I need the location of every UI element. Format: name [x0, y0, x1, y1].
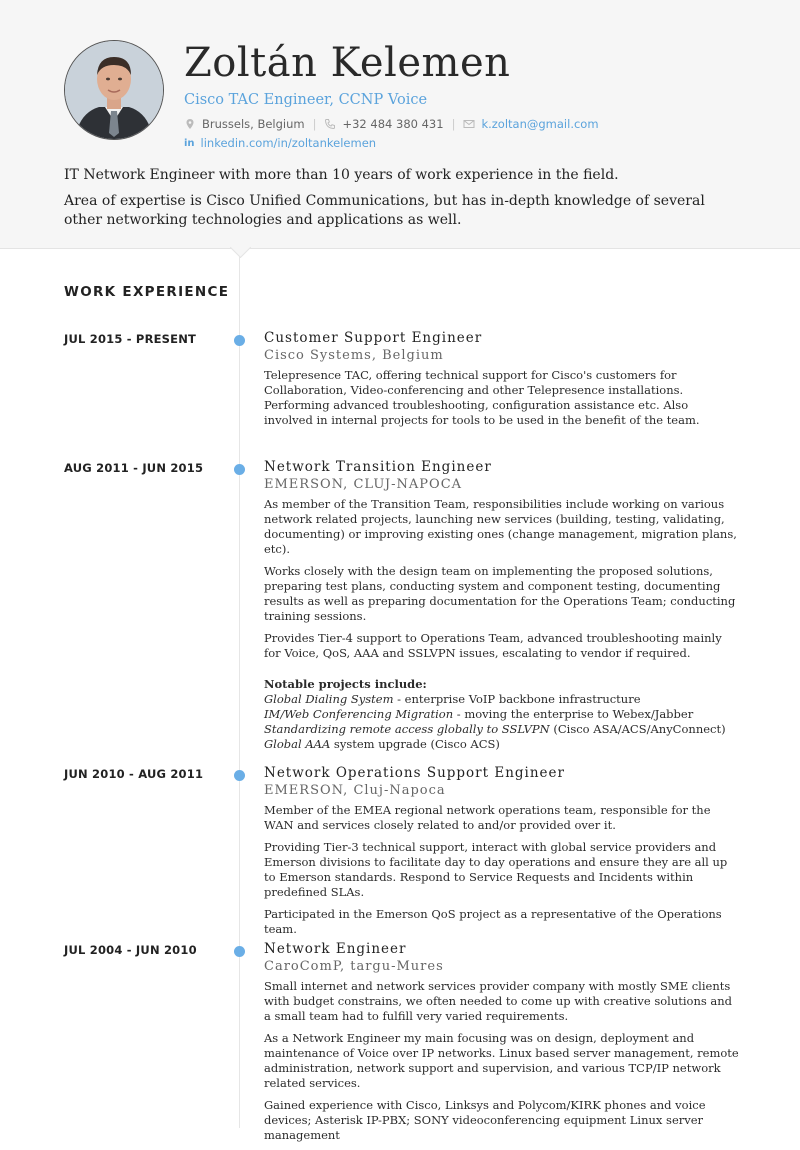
- job-description: Small internet and network services provider company with mostly SME clients with budget constrains, we often needed to come up with creative solutions and a small team had to fulfill very varied requirements.: [264, 979, 733, 1023]
- project-desc: (Cisco ASA/ACS/AnyConnect): [549, 722, 726, 736]
- job-title: Network Engineer: [264, 941, 407, 957]
- timeline-dot: [234, 946, 245, 957]
- job-description: Participated in the Emerson QoS project as a representative of the Operations team.: [264, 907, 722, 936]
- timeline-dot: [234, 464, 245, 475]
- job-description: As a Network Engineer my main focusing was on design, deployment and maintenance of Voice over IP networks. Linux based server management, remote administration, network support and supervision, and various TCP/IP network related services.: [264, 1031, 739, 1090]
- divider: |: [451, 117, 456, 131]
- profile-summary: [64, 166, 744, 237]
- email-link[interactable]: k.zoltan@gmail.com: [481, 117, 599, 131]
- phone-icon: [324, 118, 336, 130]
- job-title: Network Transition Engineer: [264, 459, 492, 475]
- project-desc: system upgrade (Cisco ACS): [330, 737, 500, 751]
- profile-photo: [65, 41, 163, 139]
- project-item: [264, 722, 740, 737]
- summary-paragraph: IT Network Engineer with more than 10 years of work experience in the field.: [64, 167, 619, 183]
- job-content: [264, 459, 740, 752]
- job-description: Providing Tier-3 technical support, interact with global service providers and Emerson divisions to facilitate day to day operations and ensure they are all up to Emerson standards. Respond to Service Requests and Incidents within predefined SLAs.: [264, 840, 728, 899]
- job-company: EMERSON, Cluj-Napoca: [264, 783, 446, 798]
- divider: |: [312, 117, 317, 131]
- job-description: Works closely with the design team on implementing the proposed solutions, preparing test plans, conducting system and component testing, documenting results as well as preparing documentation for the Operations Team; conducting training sessions.: [264, 564, 736, 623]
- project-item: [264, 692, 740, 707]
- summary-paragraph: Area of expertise is Cisco Unified Communications, but has in-depth knowledge of several other networking technologies and applications as well.: [64, 193, 705, 228]
- header-band: [0, 0, 800, 249]
- linkedin-icon: in: [184, 137, 195, 149]
- person-name: Zoltán Kelemen: [184, 40, 511, 86]
- job-description: As member of the Transition Team, responsibilities include working on various network related projects, launching new services (building, testing, validating, documenting) or improving existing ones (change management, migration plans, etc).: [264, 497, 737, 556]
- job-date: AUG 2011 - JUN 2015: [64, 461, 204, 475]
- location-text: Brussels, Belgium: [202, 117, 305, 131]
- project-name: IM/Web Conferencing Migration: [264, 707, 454, 721]
- job-description: Provides Tier-4 support to Operations Team, advanced troubleshooting mainly for Voice, QoS, AAA and SSLVPN issues, escalating to vendor if required.: [264, 631, 722, 660]
- mail-icon: [463, 118, 475, 130]
- job-company: CaroComP, targu-Mures: [264, 959, 444, 974]
- phone-text: +32 484 380 431: [342, 117, 444, 131]
- job-title: Network Operations Support Engineer: [264, 765, 565, 781]
- job-content: [264, 765, 740, 944]
- job-content: [264, 941, 740, 1150]
- linkedin-row: [184, 136, 376, 150]
- timeline-dot: [234, 770, 245, 781]
- job-description: Telepresence TAC, offering technical support for Cisco's customers for Collaboration, Video-conferencing and other Telepresence installations. Performing advanced troubleshooting, configuration assistance etc. Also involved in internal projects for tools to be used in the benefit of the team.: [264, 368, 700, 427]
- avatar: [64, 40, 164, 140]
- job-company: EMERSON, CLUJ-NAPOCA: [264, 477, 463, 492]
- project-item: [264, 707, 740, 722]
- notable-heading: Notable projects include:: [264, 677, 427, 691]
- project-desc: - moving the enterprise to Webex/Jabber: [453, 707, 694, 721]
- project-name: Global Dialing System: [264, 692, 394, 706]
- notable-projects: [264, 677, 740, 752]
- contact-row: [184, 117, 599, 131]
- timeline-dot: [234, 335, 245, 346]
- job-content: [264, 330, 740, 435]
- project-item: [264, 737, 740, 752]
- linkedin-link[interactable]: linkedin.com/in/zoltankelemen: [200, 136, 377, 150]
- project-name: Global AAA: [264, 737, 331, 751]
- section-title: WORK EXPERIENCE: [64, 284, 230, 300]
- location-pin-icon: [184, 118, 196, 130]
- job-subtitle: Cisco TAC Engineer, CCNP Voice: [184, 92, 428, 108]
- job-company: Cisco Systems, Belgium: [264, 348, 444, 363]
- job-date: JUN 2010 - AUG 2011: [64, 767, 204, 781]
- job-description: Gained experience with Cisco, Linksys and Polycom/KIRK phones and voice devices; Asterisk IP-PBX; SONY videoconferencing equipment Linux server management: [264, 1098, 706, 1142]
- project-desc: - enterprise VoIP backbone infrastructure: [393, 692, 641, 706]
- job-description: Member of the EMEA regional network operations team, responsible for the WAN and services closely related to and/or provided over it.: [264, 803, 711, 832]
- project-name: Standardizing remote access globally to SSLVPN: [264, 722, 550, 736]
- job-date: JUL 2004 - JUN 2010: [64, 943, 197, 957]
- job-title: Customer Support Engineer: [264, 330, 483, 346]
- timeline-line: [239, 256, 240, 1128]
- job-date: JUL 2015 - PRESENT: [64, 332, 197, 346]
